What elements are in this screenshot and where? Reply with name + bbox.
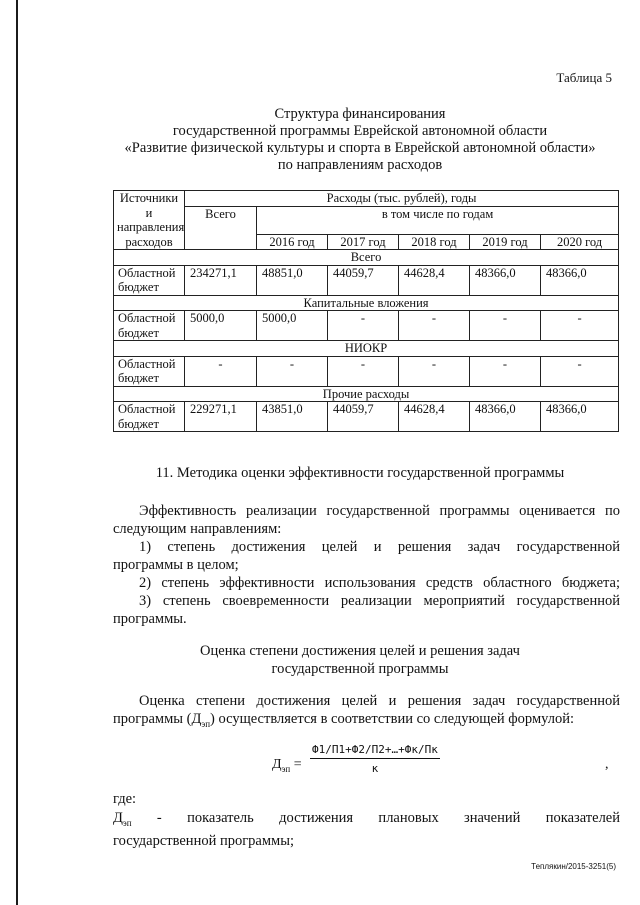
section-title: Капитальные вложения	[114, 295, 619, 311]
value-cell: -	[541, 356, 619, 386]
value-cell: 43851,0	[257, 402, 328, 432]
list-item-2: 2) степень эффективности использования средств областного бюджета;	[139, 575, 620, 591]
formula-subscript: эп	[281, 763, 291, 774]
value-cell: -	[257, 356, 328, 386]
header-year: 2016 год	[257, 234, 328, 250]
value-cell: 44059,7	[328, 402, 399, 432]
value-cell: 48366,0	[470, 265, 541, 295]
header-year: 2019 год	[470, 234, 541, 250]
title-line: государственной программы Еврейской автономной области	[172, 123, 548, 139]
text-fragment: ) осуществляется в соответствии со следующей формулой:	[210, 711, 575, 727]
text-line	[113, 710, 620, 733]
intro-paragraph	[113, 502, 620, 628]
value-cell: -	[470, 311, 541, 341]
value-cell: 44628,4	[399, 265, 470, 295]
source-cell: Областной бюджет	[114, 311, 185, 341]
table-title	[100, 106, 620, 174]
text-fragment: программы (Д	[113, 711, 202, 727]
header-year: 2020 год	[541, 234, 619, 250]
header-expenses: Расходы (тыс. рублей), годы	[185, 191, 619, 207]
section-title-row	[114, 386, 619, 402]
definition-line: государственной программы;	[113, 832, 294, 849]
value-cell: 48366,0	[470, 402, 541, 432]
text-line: Эффективность реализации государственной программы оценивается по	[139, 503, 620, 519]
header-year: 2018 год	[399, 234, 470, 250]
header-by-years: в том числе по годам	[257, 206, 619, 234]
value-cell: 5000,0	[257, 311, 328, 341]
formula-fraction	[310, 743, 440, 775]
formula-symbol: Д	[272, 757, 282, 772]
list-item-3: 3) степень своевременности реализации мероприятий государственной	[139, 593, 620, 609]
source-cell: Областной бюджет	[114, 265, 185, 295]
section-title: НИОКР	[114, 341, 619, 357]
financing-table	[113, 190, 619, 432]
footer-code: Теплякин/2015-3251(5)	[531, 862, 616, 871]
header-year: 2017 год	[328, 234, 399, 250]
section-title: Прочие расходы	[114, 386, 619, 402]
definition-text: - показатель достижения плановых значений показателей	[131, 810, 620, 826]
total-cell: -	[185, 356, 257, 386]
table-header-row	[114, 206, 619, 234]
title-line: «Развитие физической культуры и спорта в Еврейской автономной области»	[124, 140, 596, 156]
value-cell: -	[328, 311, 399, 341]
list-item-1: 1) степень достижения целей и решения задач государственной	[139, 539, 620, 555]
value-cell: -	[328, 356, 399, 386]
section-title: Всего	[114, 250, 619, 266]
formula-denominator: к	[371, 762, 379, 775]
where-label: где:	[113, 791, 137, 807]
subheading	[100, 642, 620, 678]
total-cell: 234271,1	[185, 265, 257, 295]
section-title-row	[114, 295, 619, 311]
total-cell: 229271,1	[185, 402, 257, 432]
formula-numerator: Ф1/П1+Ф2/П2+…+Фк/Пк	[310, 743, 440, 759]
formula-comma: ,	[605, 757, 609, 772]
definition-symbol: Д	[113, 810, 123, 826]
formula-intro	[113, 692, 620, 733]
binder-edge-line	[16, 0, 18, 905]
subscript: эп	[201, 718, 211, 729]
title-line: по направлениям расходов	[277, 157, 443, 173]
header-total: Всего	[185, 206, 257, 250]
section-heading: 11. Методика оценки эффективности государственной программы	[155, 465, 565, 481]
value-cell: 44628,4	[399, 402, 470, 432]
source-cell: Областной бюджет	[114, 356, 185, 386]
formula-equals: =	[290, 757, 302, 772]
section-title-row	[114, 250, 619, 266]
table-row	[114, 265, 619, 295]
definition	[113, 809, 620, 850]
value-cell: -	[470, 356, 541, 386]
subheading-line: Оценка степени достижения целей и решения задач	[200, 643, 520, 659]
text-line: программы.	[113, 611, 187, 627]
text-line: программы в целом;	[113, 557, 239, 573]
section-title-row	[114, 341, 619, 357]
header-sources: Источники и направления расходов	[114, 191, 185, 250]
title-line: Структура финансирования	[274, 106, 446, 122]
table-label: Таблица 5	[556, 70, 612, 85]
subheading-line: государственной программы	[271, 661, 449, 677]
source-cell: Областной бюджет	[114, 402, 185, 432]
text-line: Оценка степени достижения целей и решения задач государственной	[139, 693, 620, 709]
table-row	[114, 311, 619, 341]
table-row	[114, 356, 619, 386]
formula-lhs	[272, 757, 302, 774]
total-cell: 5000,0	[185, 311, 257, 341]
definition-line	[113, 809, 620, 832]
table-row	[114, 402, 619, 432]
text-line: следующим направлениям:	[113, 521, 282, 537]
value-cell: 48366,0	[541, 265, 619, 295]
value-cell: 48851,0	[257, 265, 328, 295]
value-cell: -	[399, 311, 470, 341]
value-cell: 48366,0	[541, 402, 619, 432]
value-cell: 44059,7	[328, 265, 399, 295]
table-header-row	[114, 191, 619, 207]
value-cell: -	[399, 356, 470, 386]
definition-subscript: эп	[122, 817, 132, 828]
value-cell: -	[541, 311, 619, 341]
